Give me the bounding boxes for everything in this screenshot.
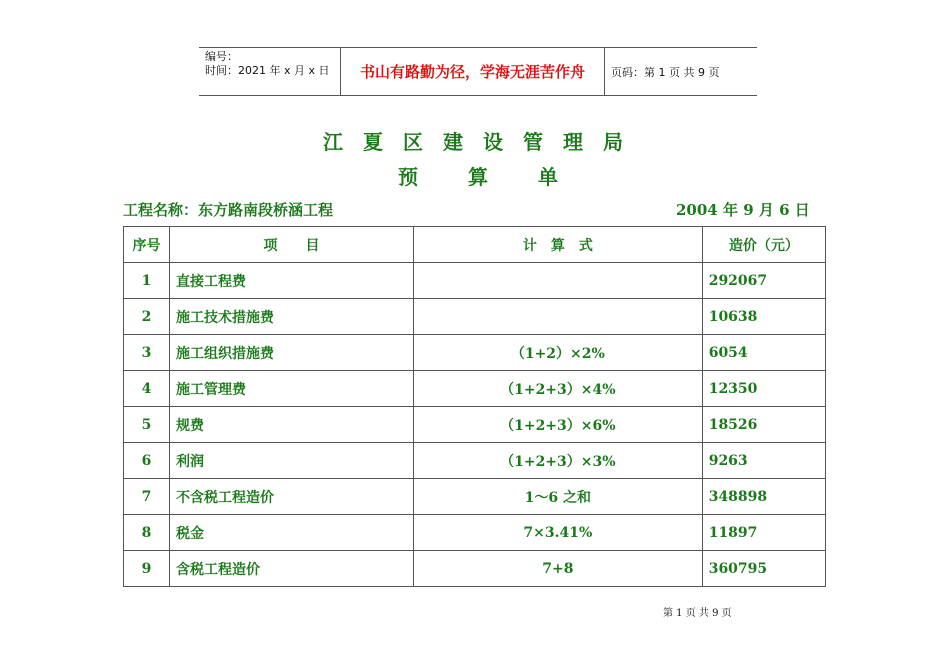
table-row [124, 299, 826, 335]
cell-formula: （1+2+3）×4% [413, 371, 702, 407]
cell-item: 利润 [170, 443, 414, 479]
document-title: 江夏区建设管理局 [323, 130, 643, 154]
cell-item: 施工组织措施费 [170, 335, 414, 371]
cell-cost: 12350 [702, 371, 825, 407]
cell-cost: 18526 [702, 407, 825, 443]
cell-item: 直接工程费 [170, 263, 414, 299]
cell-cost: 348898 [702, 479, 825, 515]
document-number-label: 编号： [205, 50, 238, 63]
header-formula: 计 算 式 [413, 227, 702, 263]
table-row [124, 263, 826, 299]
cell-item: 含税工程造价 [170, 551, 414, 587]
cell-formula: 7+8 [413, 551, 702, 587]
table-row [124, 407, 826, 443]
project-name: 工程名称：东方路南段桥涵工程 [123, 201, 334, 219]
cell-item: 税金 [170, 515, 414, 551]
document-subtitle: 预算单 [398, 165, 608, 189]
header-cost: 造价（元） [702, 227, 825, 263]
cell-cost: 9263 [702, 443, 825, 479]
table-row [124, 371, 826, 407]
cell-cost: 360795 [702, 551, 825, 587]
cell-formula: 1～6 之和 [413, 479, 702, 515]
document-time-label: 时间：2021 年 x 月 x 日 [205, 64, 330, 77]
cell-seq: 7 [124, 479, 170, 515]
table-row [124, 551, 826, 587]
cell-formula [413, 263, 702, 299]
header-item: 项 目 [170, 227, 414, 263]
table-row [124, 335, 826, 371]
document-header [199, 47, 757, 96]
cell-formula [413, 299, 702, 335]
cell-seq: 5 [124, 407, 170, 443]
cell-formula: （1+2+3）×6% [413, 407, 702, 443]
cell-seq: 2 [124, 299, 170, 335]
table-header-row [124, 227, 826, 263]
cell-seq: 3 [124, 335, 170, 371]
cell-item: 施工技术措施费 [170, 299, 414, 335]
cell-seq: 4 [124, 371, 170, 407]
cell-item: 规费 [170, 407, 414, 443]
cell-seq: 9 [124, 551, 170, 587]
cell-cost: 292067 [702, 263, 825, 299]
cell-formula: （1+2+3）×3% [413, 443, 702, 479]
header-motto: 书山有路勤为径，学海无涯苦作舟 [341, 48, 605, 95]
cell-cost: 6054 [702, 335, 825, 371]
header-meta [199, 48, 341, 95]
header-page-info: 页码：第 1 页 共 9 页 [611, 65, 720, 79]
cell-formula: （1+2）×2% [413, 335, 702, 371]
budget-table [123, 226, 826, 587]
cell-cost: 10638 [702, 299, 825, 335]
table-row [124, 443, 826, 479]
header-seq: 序号 [124, 227, 170, 263]
cell-cost: 11897 [702, 515, 825, 551]
cell-item: 不含税工程造价 [170, 479, 414, 515]
project-date: 2004 年 9 月 6 日 [676, 201, 810, 219]
table-row [124, 515, 826, 551]
cell-seq: 1 [124, 263, 170, 299]
cell-item: 施工管理费 [170, 371, 414, 407]
table-row [124, 479, 826, 515]
table-body [124, 263, 826, 587]
cell-formula: 7×3.41% [413, 515, 702, 551]
cell-seq: 8 [124, 515, 170, 551]
cell-seq: 6 [124, 443, 170, 479]
page-footer: 第 1 页 共 9 页 [663, 608, 732, 619]
